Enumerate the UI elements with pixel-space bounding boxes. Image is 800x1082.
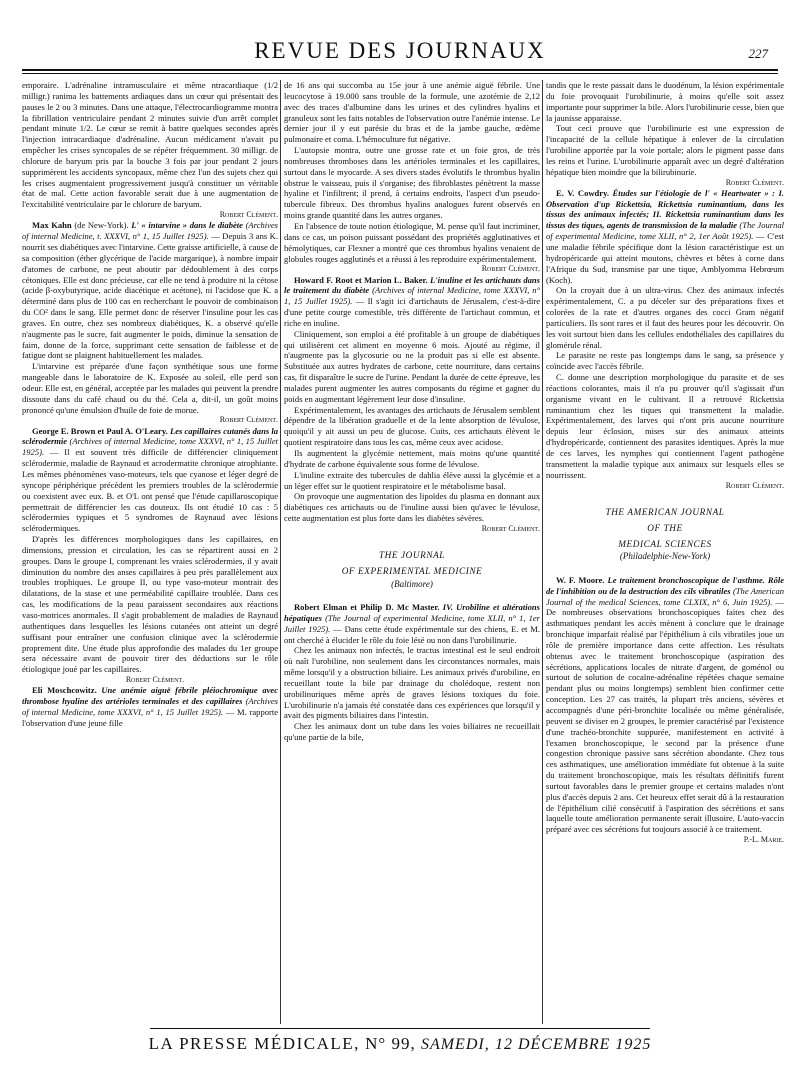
paragraph: Expérimentalement, les avantages des artichauts de Jérusalem semblent dépendre de la libération graduelle et de la lente absorption de lévulose, quoiqu'il y ait aussi un peu de glucose. Cuits, ces artichauts élèvent le quotient respiratoire dans tous les cas, même ceux avec acidose. <box>284 404 540 448</box>
paragraph: tandis que le reste passait dans le duodénum, la lésion expérimentale du foie provoquait l'urobilinurie, à moins qu'elle soit assez importante pour supprimer la bile. Alors l'urobilinurie cesse, bien que la jaunisse apparaisse. <box>546 80 784 123</box>
paragraph: C. donne une description morphologique du parasite et de ses réactions colorantes, mais il n'a pu prouver qu'il s'agissait d'un organisme vivant en le cultivant. Il a retrouvé Rickettsia ruminantium chez les tiques qui transmettent la maladie. Expérimentalement, des larves qui n'ont pris aucune nourriture depuis leur éclosion, mises sur des animaux atteints d'hydropéricarde, contiennent des parasites identiques. Après la mue de ces larves, les nymphes qui contiennent l'agent pathogène transmettent la maladie typique aux animaux sur lesquels elles se nourrissent. <box>546 372 784 480</box>
paragraph: On la croyait due à un ultra-virus. Chez des animaux infectés expérimentalement, C. a pu déceler sur des préparations fixes et colorées de la rate et d'autres organes des cocci Gram négatif particuliers. Ils sont rares et il faut des heures pour les découvrir. On les voit surtout bien dans les cellules endothéliales des capillaires du glomérule rénal. <box>546 285 784 350</box>
author-city: (de New-York). <box>74 220 129 231</box>
article-text: — Dans cette étude expérimentale sur des chiens, E. et M. ont cherché à élucider le rôle du foie lésé ou non dans l'urobilinurie. <box>284 623 540 645</box>
paragraph: L'inuline extraite des tubercules de dahlia élève aussi la glycémie et a un léger effet sur le quotient respiratoire et le métabolisme basal. <box>284 469 540 491</box>
signature: Robert Clément. <box>481 264 540 274</box>
rubric-line: THE AMERICAN JOURNAL <box>605 506 725 517</box>
signature: Robert Clément. <box>725 177 784 187</box>
article-author: George E. Brown et Paul A. O'Leary. <box>32 425 168 436</box>
signature: Robert Clément. <box>125 675 185 685</box>
column-2 <box>284 80 540 1024</box>
article-title: Une anémie aiguë fébrile pléiochromique avec thrombose hyaline des artérioles terminales et des capillaires <box>22 685 278 707</box>
article-author: E. V. Cowdry. <box>556 187 610 198</box>
article-author: Robert Elman et Philip D. Mc Master. <box>294 601 440 612</box>
column-3 <box>546 80 784 1024</box>
header-rule <box>22 69 778 71</box>
rubric-line: OF THE <box>647 522 683 533</box>
footer-publication: LA PRESSE MÉDICALE, <box>148 1034 360 1053</box>
signature: Robert Clément. <box>219 415 278 425</box>
article-title: L'inuline et les artichauts dans le traitement du diabète <box>284 274 540 296</box>
journal-rubric-jem <box>284 548 540 590</box>
article-entry-elman <box>284 602 540 645</box>
article-entry-kahn <box>22 220 278 361</box>
footer-date: 12 DÉCEMBRE 1925 <box>494 1036 652 1053</box>
rubric-line: MEDICAL SCIENCES <box>618 539 712 550</box>
article-text: — De nombreuses observations bronchoscopiques faites chez des asthmatiques pendant les accès mènent à conclure que le drainage bronchique imparfait réalisé par l'épithélium à cils vibratiles joue un rôle de première importance dans cette affection. Les résultats obtenus avec le traitement bronchoscopique (aspiration des sécrétions, applications locales de nitrate d'argent, de goménol ou surtout de solution de cocaïne-adrénaline répétées chaque semaine pendant plus ou moins longtemps) semblent bien confirmer cette conception. Les 27 cas traités, la plupart très anciens, sévères et accompagnés d'une péri-bronchite localisée ou même généralisée, peuvent se diviser en 2 groupes, le premier caractérisé par l'existence d'une trachéo-bronchite suppurée, manifestement en activité à l'examen bronchoscopique, le second par la présence d'une congestion chronique passive sans sécrétion abondante. Chez tous ces asthmatiques, une amélioration immédiate fut obtenue à la suite du traitement bronchoscopique, mais les résultats définitifs furent surtout favorables dans le premier groupe et certains malades n'ont plus d'accès depuis 2 ans. Cet heureux effet serait dû à la restauration de l'épithélium cilié consécutif à l'aspiration des sécrétions et sans laquelle toute amélioration permanente serait illusoire. L'auto-vaccin préparé avec ces sécrétions fut toujours associé à ce traitement. <box>546 596 784 835</box>
paragraph: Le parasite ne reste pas longtemps dans le sang, sa présence y coïncide avec l'accès fébrile. <box>546 350 784 372</box>
article-text: — Depuis 3 ans K. nourrit ses diabétiques avec l'intarvine. Cette graisse artificielle, à cause de sa composition (éther glycérique de l'acide margarique), à nombre impair d'atomes de carbone, ne peut aboutir par dédoublement à des corps cétoniques. Elle est donc précieuse, car elle ne tend à produire ni la cétose (acide β-oxybutyrique, acide diacétique et acétone), ni l'acidose que K. a déterminé dans plus de 100 cas en recherchant le pouvoir de combinaison du CO² dans le sang. Elle permet donc de réserver l'insuline pour les cas graves. En outre, chez ses nombreux diabétiques, K. a observé qu'elle n'augmente pas le sucre, fait augmenter le poids, diminue la sensation de faim, donne de la force, supprimant cette sensation de faiblesse et de fatigue dont se plaignent habituellement les malades. <box>22 231 278 361</box>
header-rule-thin <box>22 73 778 74</box>
page-footer <box>0 1028 800 1058</box>
footer-line <box>0 1034 800 1054</box>
paragraph: Chez les animaux dont un tube dans les voies biliaires ne recueillait qu'une partie de la bile, <box>284 721 540 743</box>
article-reference: (Archives of internal Medicine, tome XXXVI, n° 1, 15 Juillet 1925). <box>22 696 278 717</box>
footer-rule <box>150 1028 650 1029</box>
article-title: Études sur l'étiologie de l' « Heartwater » : I. Observation d'up Rickettsia, Rickettsia ruminantium, dans les tissus des animaux infectés; II. Rickettsia ruminantium dans les tissus des tiques, agents de transmission de la maladie <box>546 187 784 231</box>
rubric-line: OF EXPERIMENTAL MEDICINE <box>341 566 483 577</box>
article-author: Max Kahn <box>32 220 72 231</box>
rubric-city: (Baltimore) <box>391 578 433 589</box>
footer-day: SAMEDI, <box>420 1036 490 1053</box>
article-author: Howard F. Root et Marion L. Baker. <box>294 274 428 285</box>
article-title: L' « intarvine » dans le diabète <box>131 220 243 231</box>
running-head <box>0 38 800 72</box>
paragraph: Chez les animaux non infectés, le tractus intestinal est le seul endroit où naît l'urobiline, non seulement dans les circonstances normales, mais même lorsqu'il y a obstruction biliaire. Les animaux privés d'urobiline, en recueillant toute la bile par drainage du cholédoque, restent non urobilinuriques même après de graves lésions toxiques du foie. L'urobilinurie n'a jamais été constatée dans ces expériences que lorsqu'il y avait des pigments biliaires dans l'intestin. <box>284 645 540 721</box>
paragraph: Ils augmentent la glycémie nettement, mais moins qu'une quantité d'hydrate de carbone équivalente sous forme de lévulose. <box>284 448 540 469</box>
journal-rubric-ajms <box>546 505 784 563</box>
article-text: — C'est une maladie fébrile spécifique dont la lésion caractéristique est un hydropéricarde qui atteint moutons, chèvres et bêtes à corne dans l'Afrique du Sud, transmise par une tique, Amblyomma Hebrœum (Koch). <box>546 231 784 285</box>
article-text: — Il est souvent très difficile de différencier cliniquement sclérodermie, maladie de Raynaud et acrodermatite chronique atrophiante. Les mêmes phénomènes vaso-moteurs, tels que cyanose et léger degré de syncope périphérique précèdent les premiers troubles de la sclérodermie ou coexistent avec eux. B. et O'L ont pensé que l'étude capillaroscopique permettrait de différencier les cas douteux. Ils ont étudié 10 cas : 5 sclérodermies typiques et 5 syndromes de Raynaud avec lésions sclérodermiques. <box>22 447 278 534</box>
article-reference: (Archives of internal Medicine, tome XXXVI, n° 1, 15 Juillet 1925). <box>22 436 278 458</box>
article-entry-root-baker <box>284 275 540 329</box>
paragraph: Tout ceci prouve que l'urobilinurie est une expression de l'incapacité de la cellule hépatique à enlever de la circulation l'urobiline apportée par la voie portale; alors le pigment passe dans les reins et l'urine. L'urobilinurie apparaît avec un degré d'altération hépatique bien moindre que la bilirubinurie. <box>546 123 784 177</box>
article-entry-moschcowitz <box>22 685 278 728</box>
paragraph: On provoque une augmentation des lipoïdes du plasma en donnant aux diabétiques ces artichauts ou de l'inuline aussi bien qu'avec le lévulose, cette augmentation est plus forte dans les diabètes sévères. <box>284 491 540 524</box>
paragraph: L'intarvine est préparée d'une façon synthétique sous une forme mangeable dans le laboratoire de K. Exposée au soleil, elle perd son odeur. Elle est, en général, acceptée par les malades qui peuvent la prendre dissoute dans du café chaud ou du thé. Cela a, dit-il, un goût moins prononcé qu'une émulsion d'huile de foie de morue. <box>22 361 278 415</box>
article-title: Le traitement bronchoscopique de l'asthme. Rôle de l'inhibition ou de la destruction des cils vibratiles <box>546 574 784 596</box>
column-divider-2 <box>542 80 543 1024</box>
article-entry-moore <box>546 575 784 835</box>
paragraph: D'après les différences morphologiques dans les capillaires, en dimensions, pression et circulation, les cas se répartirent aussi en 2 groupes. Dans le groupe I, comprenant les vraies sclérodermies, il y avait diminution du nombre des anses capillaires à peu près parallèlement aux troubles trophiques. Le groupe II, ou type vaso-moteur montrait des dilatations, de la stase et une perméabilité capillaire troublée. Dans ces cas, les modifications de la peau paraissent secondaires aux réactions vaso-motrices anormales. Il s'agit probablement de maladies de Raynaud authentiques dans lesquelles les lésions cutanées ont atteint un degré suffisant pour entraîner une confusion clinique avec la sclérodermie proprement dite. Une étude plus approfondie des malades du 1er groupe sera nécessaire avant de pouvoir tirer des déductions sur le rôle étiologique joué par les capillaires. <box>22 534 278 675</box>
signature: P.-L. Marie. <box>743 835 784 845</box>
article-reference: (The Journal of experimental Medicine, tome XLII, n° 2, 1er Août 1925). <box>546 220 784 242</box>
rubric-city: (Philadelphie-New-York) <box>619 551 711 562</box>
article-title: Les capillaires cutanés dans la sclérodermie <box>22 425 278 447</box>
paragraph: de 16 ans qui succomba au 15e jour à une anémie aiguë fébrile. Une leucocytose à 19.000 sans trouble de la formule, une azotémie de 2,12 avec des traces d'albumine dans les urines et des cylindres hyalins et granuleux sont les faits notables de l'observation outre l'anémie intense. Le dernier jour il y eut parésie du bras et de la jambe gauche, œdème pulmonaire et coma. L'hémoculture fut négative. <box>284 80 540 145</box>
article-reference: (Archives of internal Medicine, t. XXXVI, n° 1, 15 Juillet 1925). <box>22 220 278 242</box>
article-text: — Il s'agit ici d'artichauts de Jérusalem, c'est-à-dire d'une petite courge comestible, très différente de l'artichaut commun, et riche en inuline. <box>284 296 540 328</box>
paragraph: L'autopsie montra, outre une grosse rate et un foie gros, de très nombreuses thromboses dans les artérioles terminales et les capillaires, surtout dans le myocarde. A ses divers stades évolutifs le thrombus hyalin obstrue le vaisseau, puis il s'organise; des fibroblastes pénètrent la masse hyaline et l'infiltrent; il prend, à certains endroits, l'aspect d'un pseudo-tubercule fibreux. Des thrombus hyalins analogues furent observés en moins grande quantité dans les autres organes. <box>284 145 540 221</box>
article-title: IV. Urobiline et altérations hépatiques <box>284 601 540 623</box>
signature: Robert Clément. <box>725 480 784 490</box>
signature: Robert Clément. <box>481 523 540 533</box>
column-divider-1 <box>280 80 281 1024</box>
article-text: — M. rapporte l'observation d'une jeune fille <box>22 706 278 728</box>
article-entry-cowdry <box>546 188 784 286</box>
article-reference: (Archives of internal Medicine, tome XXXVI, n° 1, 15 Juillet 1925). <box>284 285 540 307</box>
article-author: W. F. Moore. <box>556 574 605 585</box>
column-1 <box>22 80 278 1024</box>
signature: Robert Clément. <box>219 210 278 220</box>
article-reference: (The Journal of experimental Medicine, tome XLII, n° 1, 1er Juillet 1925). <box>284 612 540 634</box>
paragraph: En l'absence de toute notion étiologique, M. pense qu'il faut incriminer, dans ce cas, un poison puissant possédant des propriétés agglutinatives et hémolytiques, car Flexner a montré que ces thrombus hyalins venaient de globules rouges agglutinés et a réussi à les reproduire expérimentalement. <box>284 220 540 264</box>
running-title: REVUE DES JOURNAUX <box>254 38 546 63</box>
article-reference: (The American Journal of the medical Sciences, tome CLXIX, n° 6, Juin 1925). <box>546 585 784 607</box>
rubric-line: THE JOURNAL <box>378 550 446 561</box>
footer-issue: N° 99, <box>365 1034 416 1053</box>
page-number: 227 <box>748 46 768 61</box>
article-author: Eli Moschcowitz. <box>32 685 97 696</box>
article-entry-brown <box>22 426 278 534</box>
paragraph: emporaire. L'adrénaline intramusculaire et même ntracardiaque (1/2 milligr.) ranima les battements ardiaques dans un cœur qui présentait des pauses le 2 ou 3 minutes. Dans une attaque, l'électrocardiogramme montra la fibrillation ventriculaire pendant 2 minutes suivie d'un arrêt complet pendant minute 1/2. Le cœur se remit à battre quelques secondes après l'injection intracardiaque d'adrénaline. Aucun médicament n'avait pu empêcher les crises syncopales de se répéter fréquemment. 30 milligr. de chlorure de baryum pris par la bouche 3 fois par jour pendant 2 jours supprimèrent les accidents syncopaux, même chez l'un des sujets chez qui les crises augmentaient progressivement jusqu'à constituer un véritable état de mal. Cette action favorable serait due à une augmentation de l'excitabilité ventriculaire par le chlorure de baryum. <box>22 80 278 210</box>
paragraph: Cliniquement, son emploi a été profitable à un groupe de diabétiques qui utilisèrent cet aliment en moyenne 6 mois. Ajouté au régime, il n'augmente pas la glycosurie ou ne la produit pas si elle est absente. Substituée aux autres hydrates de carbone, cette nourriture, dans certains cas, fit disparaître le sucre de l'urine. Pendant la durée de cette épreuve, les malades purent augmenter les autres composants du régime et gagner du poids en augmentant légèrement leur dose d'insuline. <box>284 328 540 404</box>
